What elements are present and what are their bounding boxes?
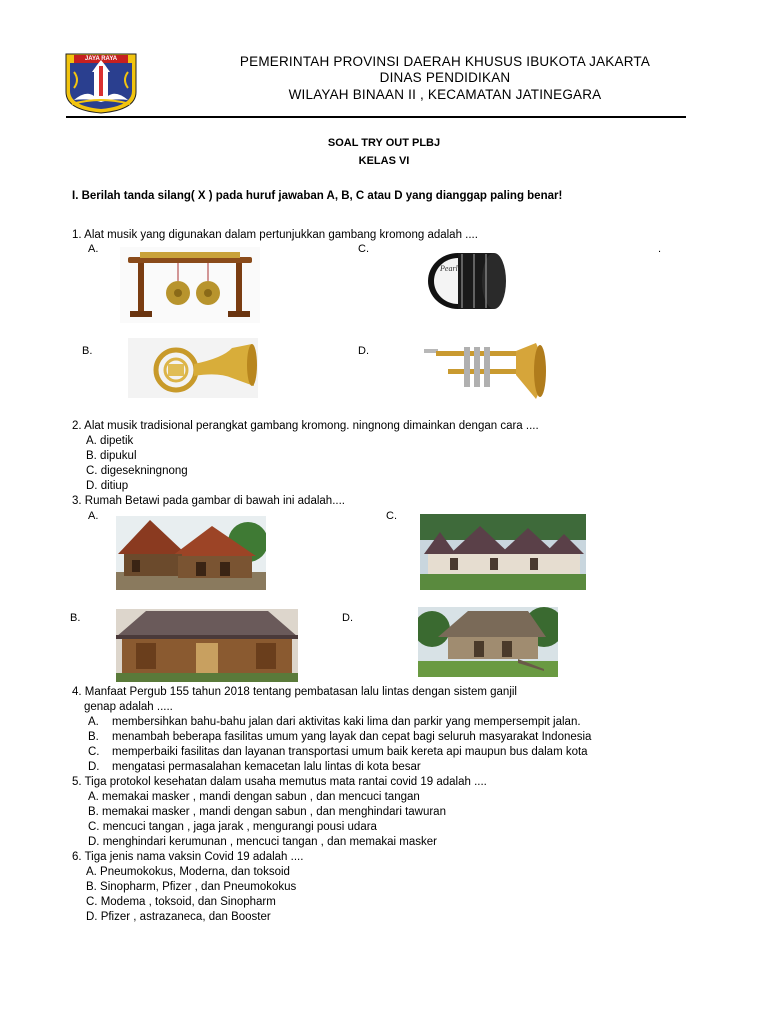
question-4-line-1: 4. Manfaat Pergub 155 tahun 2018 tentang pembatasan lalu lintas dengan sistem ganjil (72, 686, 517, 698)
house-b-image (116, 609, 298, 682)
q2-option-b: B. dipukul (86, 450, 137, 462)
house-c-image (420, 514, 586, 590)
exam-title: SOAL TRY OUT PLBJ (327, 137, 441, 149)
instruction: I. Berilah tanda silang( X ) pada huruf jawaban A, B, C atau D yang dianggap paling benar! (72, 190, 563, 202)
question-2: 2. Alat musik tradisional perangkat gambang kromong. ningnong dimainkan dengan cara .... (72, 420, 539, 432)
q6-option-c: C. Modema , toksoid, dan Sinopharm (86, 896, 276, 908)
q3-label-d: D. (342, 612, 353, 624)
q5-option-d: D. menghindari kerumunan , mencuci tangan , dan memakai masker (88, 836, 438, 848)
q3-label-b: B. (70, 612, 81, 624)
q1-label-c: C. (358, 243, 369, 255)
q3-label-c: C. (386, 510, 397, 522)
class-title: KELAS VI (358, 155, 410, 167)
question-3: 3. Rumah Betawi pada gambar di bawah ini adalah.... (72, 495, 345, 507)
q4-option-b: B. menambah beberapa fasilitas umum yang layak dan cepat bagi seluruh masyarakat Indonesia (88, 731, 592, 743)
question-1: 1. Alat musik yang digunakan dalam pertunjukkan gambang kromong adalah .... (72, 229, 478, 241)
logo-text: JAYA RAYA (84, 56, 118, 62)
q4-option-c: C. memperbaiki fasilitas dan layanan transportasi umum baik kereta api maupun bus dalam kota (88, 746, 588, 758)
header-line-3: WILAYAH BINAAN II , KECAMATAN JATINEGARA (288, 87, 602, 102)
q4-option-a: A. membersihkan bahu-bahu jalan dari aktivitas kaki lima dan parkir yang mempersempit jalan. (88, 716, 581, 728)
header-divider (66, 116, 686, 118)
q5-option-a: A. memakai masker , mandi dengan sabun , dan mencuci tangan (88, 791, 420, 803)
trumpet-image (418, 343, 551, 403)
q1-label-d: D. (358, 345, 369, 357)
house-a-image (116, 516, 266, 590)
q4-option-d: D. mengatasi permasalahan kemacetan lalu lintas di kota besar (88, 761, 421, 773)
q6-option-a: A. Pneumokokus, Moderna, dan toksoid (86, 866, 290, 878)
q6-option-b: B. Sinopharm, Pfizer , dan Pneumokokus (86, 881, 297, 893)
q2-option-a: A. dipetik (86, 435, 134, 447)
q6-option-d: D. Pfizer , astrazaneca, dan Booster (86, 911, 271, 923)
gong-instrument-image (120, 247, 260, 323)
q1-label-b: B. (82, 345, 93, 357)
q3-label-a: A. (88, 510, 99, 522)
question-6: 6. Tiga jenis nama vaksin Covid 19 adalah .... (72, 851, 304, 863)
house-d-image (418, 607, 558, 677)
french-horn-image (128, 338, 258, 398)
question-5: 5. Tiga protokol kesehatan dalam usaha memutus mata rantai covid 19 adalah .... (72, 776, 487, 788)
drum-brand: Pearl (440, 264, 458, 273)
q2-option-d: D. ditiup (86, 480, 129, 492)
q1-dot: . (658, 243, 662, 255)
header-line-2: DINAS PENDIDIKAN (379, 70, 511, 85)
question-4-line-2: genap adalah ..... (84, 701, 173, 713)
q5-option-c: C. mencuci tangan , jaga jarak , mengurangi pousi udara (88, 821, 377, 833)
q2-option-c: C. digesekningnong (86, 465, 188, 477)
bass-drum-image (418, 250, 510, 312)
jakarta-logo (64, 52, 138, 114)
header-line-1: PEMERINTAH PROVINSI DAERAH KHUSUS IBUKOTA JAKARTA (239, 54, 651, 69)
q1-label-a: A. (88, 243, 99, 255)
q5-option-b: B. memakai masker , mandi dengan sabun , dan menghindari tawuran (88, 806, 446, 818)
